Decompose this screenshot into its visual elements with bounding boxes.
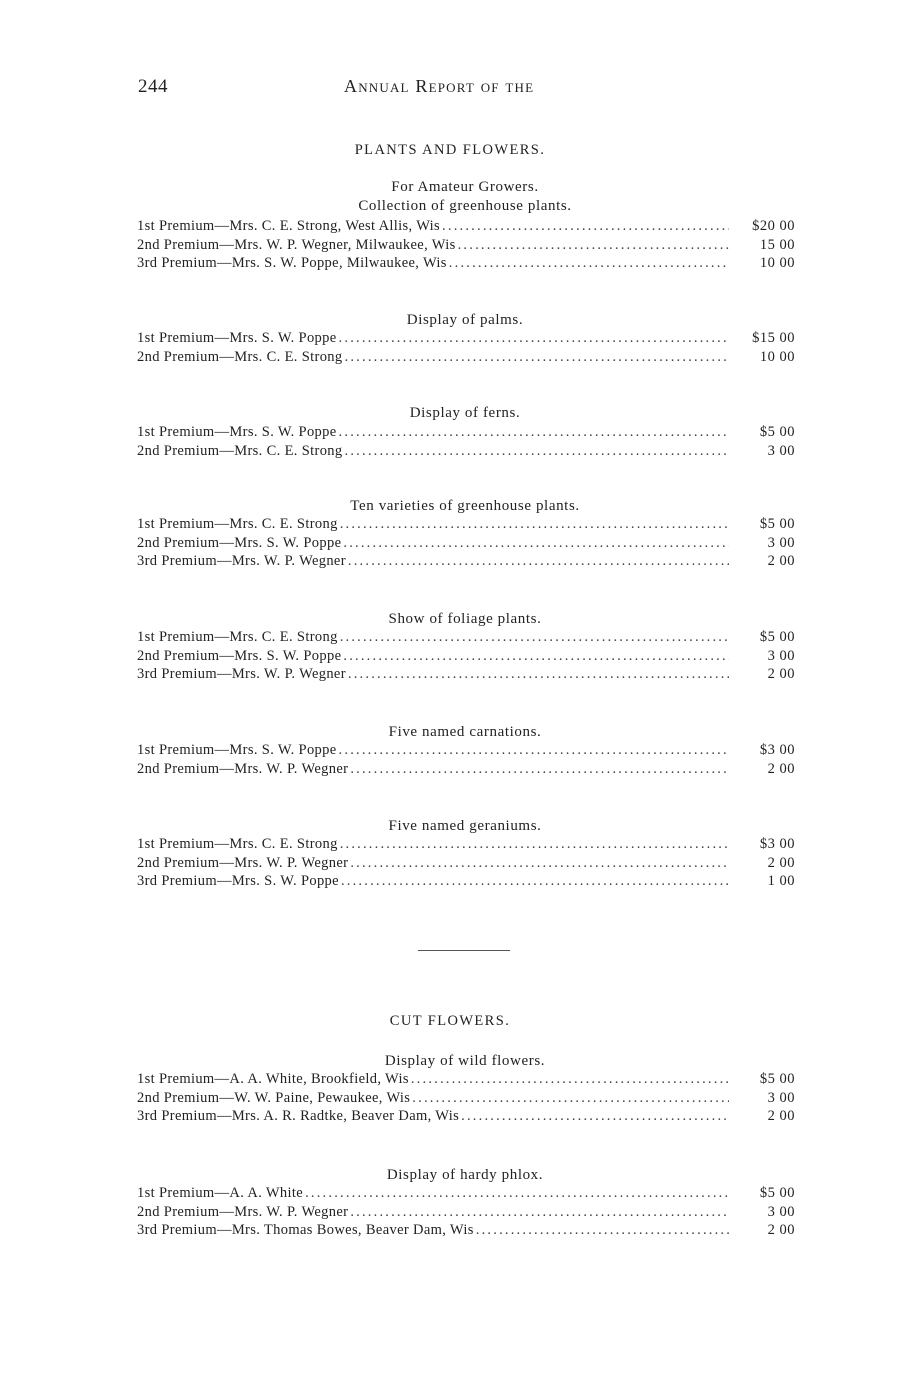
premium-entry: 1st Premium—A. A. White bbox=[137, 1185, 304, 1201]
premium-list bbox=[137, 218, 795, 274]
group-subheading: Display of ferns. bbox=[409, 405, 521, 421]
dot-leader bbox=[350, 855, 729, 872]
premium-list bbox=[137, 516, 795, 572]
dot-leader bbox=[341, 873, 729, 890]
premium-row bbox=[137, 742, 795, 761]
premium-row bbox=[137, 349, 795, 368]
premium-amount: 2 00 bbox=[767, 666, 795, 683]
premium-entry: 2nd Premium—Mrs. C. E. Strong bbox=[137, 348, 343, 365]
group-subheading: Display of palms. bbox=[406, 312, 524, 328]
premium-amount: 3 00 bbox=[767, 442, 795, 459]
premium-row bbox=[137, 873, 795, 892]
premium-list bbox=[137, 330, 795, 367]
premium-amount: 2 00 bbox=[767, 760, 795, 777]
premium-amount: 3 00 bbox=[767, 647, 795, 664]
premium-row bbox=[137, 516, 795, 535]
premium-amount: 3 00 bbox=[767, 1203, 795, 1220]
premium-row bbox=[137, 553, 795, 572]
dot-leader bbox=[343, 535, 729, 552]
premium-entry: 1st Premium—Mrs. S. W. Poppe bbox=[137, 330, 337, 346]
premium-amount: 10 00 bbox=[759, 255, 795, 272]
dot-leader bbox=[476, 1222, 729, 1239]
premium-list bbox=[137, 1185, 795, 1241]
dot-leader bbox=[340, 836, 729, 853]
running-head: Annual Report of the bbox=[344, 76, 535, 96]
premium-amount: 1 00 bbox=[767, 873, 795, 890]
premium-row bbox=[137, 629, 795, 648]
premium-row bbox=[137, 1204, 795, 1223]
premium-row bbox=[137, 648, 795, 667]
premium-entry: 3rd Premium—Mrs. A. R. Radtke, Beaver Dam, Wis bbox=[137, 1108, 460, 1125]
dot-leader bbox=[411, 1071, 729, 1088]
premium-row bbox=[137, 1071, 795, 1090]
premium-entry: 1st Premium—Mrs. C. E. Strong bbox=[137, 836, 338, 852]
premium-entry: 2nd Premium—Mrs. S. W. Poppe bbox=[137, 534, 342, 551]
dot-leader bbox=[350, 1204, 729, 1221]
premium-amount: $5 00 bbox=[759, 1185, 795, 1201]
dot-leader bbox=[412, 1090, 729, 1107]
group-subheading: Collection of greenhouse plants. bbox=[358, 198, 572, 214]
premium-entry: 2nd Premium—Mrs. W. P. Wegner bbox=[137, 1203, 349, 1220]
premium-amount: $20 00 bbox=[752, 218, 795, 234]
premium-amount: $5 00 bbox=[759, 516, 795, 532]
section-heading-plants-and-flowers: PLANTS AND FLOWERS. bbox=[354, 142, 546, 158]
premium-entry: 3rd Premium—Mrs. S. W. Poppe, Milwaukee, Wis bbox=[137, 255, 447, 272]
premium-row bbox=[137, 218, 795, 237]
premium-amount: 10 00 bbox=[759, 348, 795, 365]
page-number: 244 bbox=[138, 76, 168, 97]
premium-entry: 2nd Premium—Mrs. C. E. Strong bbox=[137, 442, 343, 459]
premium-entry: 1st Premium—Mrs. S. W. Poppe bbox=[137, 424, 337, 440]
premium-amount: $5 00 bbox=[759, 629, 795, 645]
premium-entry: 1st Premium—A. A. White, Brookfield, Wis bbox=[137, 1071, 409, 1087]
dot-leader bbox=[305, 1185, 729, 1202]
dot-leader bbox=[348, 666, 729, 683]
premium-amount: 2 00 bbox=[767, 1108, 795, 1125]
premium-row bbox=[137, 237, 795, 256]
premium-row bbox=[137, 855, 795, 874]
premium-row bbox=[137, 424, 795, 443]
group-subheading: Display of wild flowers. bbox=[384, 1053, 546, 1069]
dot-leader bbox=[348, 553, 729, 570]
premium-entry: 1st Premium—Mrs. C. E. Strong bbox=[137, 629, 338, 645]
page-header bbox=[138, 76, 798, 100]
group-subheading: Ten varieties of greenhouse plants. bbox=[350, 498, 580, 514]
premium-list bbox=[137, 742, 795, 779]
section-divider-rule bbox=[418, 950, 510, 951]
premium-amount: $3 00 bbox=[759, 742, 795, 758]
premium-row bbox=[137, 761, 795, 780]
dot-leader bbox=[458, 237, 729, 254]
group-subheading: Display of hardy phlox. bbox=[386, 1167, 544, 1183]
dot-leader bbox=[340, 629, 729, 646]
premium-amount: 3 00 bbox=[767, 534, 795, 551]
premium-amount: 2 00 bbox=[767, 1222, 795, 1239]
premium-list bbox=[137, 629, 795, 685]
premium-row bbox=[137, 1108, 795, 1127]
group-subheading: For Amateur Growers. bbox=[391, 179, 539, 195]
premium-row bbox=[137, 255, 795, 274]
premium-row bbox=[137, 535, 795, 554]
premium-amount: $5 00 bbox=[759, 1071, 795, 1087]
premium-entry: 2nd Premium—Mrs. W. P. Wegner, Milwaukee, Wis bbox=[137, 236, 456, 253]
premium-amount: 15 00 bbox=[759, 236, 795, 253]
premium-amount: $15 00 bbox=[752, 330, 795, 346]
premium-amount: $5 00 bbox=[759, 424, 795, 440]
premium-entry: 3rd Premium—Mrs. W. P. Wegner bbox=[137, 553, 346, 570]
premium-entry: 3rd Premium—Mrs. W. P. Wegner bbox=[137, 666, 346, 683]
premium-entry: 1st Premium—Mrs. C. E. Strong bbox=[137, 516, 338, 532]
premium-entry: 2nd Premium—W. W. Paine, Pewaukee, Wis bbox=[137, 1089, 411, 1106]
dot-leader bbox=[339, 424, 729, 441]
premium-row bbox=[137, 443, 795, 462]
premium-entry: 2nd Premium—Mrs. W. P. Wegner bbox=[137, 760, 349, 777]
premium-amount: 2 00 bbox=[767, 854, 795, 871]
premium-entry: 2nd Premium—Mrs. W. P. Wegner bbox=[137, 854, 349, 871]
premium-entry: 3rd Premium—Mrs. Thomas Bowes, Beaver Dam, Wis bbox=[137, 1222, 474, 1239]
dot-leader bbox=[461, 1108, 729, 1125]
dot-leader bbox=[442, 218, 729, 235]
dot-leader bbox=[350, 761, 729, 778]
premium-entry: 2nd Premium—Mrs. S. W. Poppe bbox=[137, 647, 342, 664]
premium-row bbox=[137, 1185, 795, 1204]
group-subheading: Show of foliage plants. bbox=[388, 611, 542, 627]
dot-leader bbox=[345, 443, 729, 460]
group-subheading: Five named carnations. bbox=[388, 724, 542, 740]
premium-amount: 3 00 bbox=[767, 1089, 795, 1106]
premium-row bbox=[137, 666, 795, 685]
premium-list bbox=[137, 1071, 795, 1127]
premium-row bbox=[137, 330, 795, 349]
dot-leader bbox=[339, 330, 729, 347]
premium-entry: 1st Premium—Mrs. C. E. Strong, West Allis, Wis bbox=[137, 218, 441, 234]
dot-leader bbox=[345, 349, 729, 366]
premium-list bbox=[137, 836, 795, 892]
premium-amount: $3 00 bbox=[759, 836, 795, 852]
dot-leader bbox=[449, 255, 729, 272]
dot-leader bbox=[339, 742, 729, 759]
dot-leader bbox=[343, 648, 729, 665]
premium-row bbox=[137, 836, 795, 855]
group-subheading: Five named geraniums. bbox=[388, 818, 542, 834]
premium-row bbox=[137, 1222, 795, 1241]
premium-entry: 1st Premium—Mrs. S. W. Poppe bbox=[137, 742, 337, 758]
premium-amount: 2 00 bbox=[767, 553, 795, 570]
section-heading-cut-flowers: CUT FLOWERS. bbox=[389, 1013, 511, 1029]
premium-row bbox=[137, 1090, 795, 1109]
premium-entry: 3rd Premium—Mrs. S. W. Poppe bbox=[137, 873, 339, 890]
dot-leader bbox=[340, 516, 729, 533]
premium-list bbox=[137, 424, 795, 461]
